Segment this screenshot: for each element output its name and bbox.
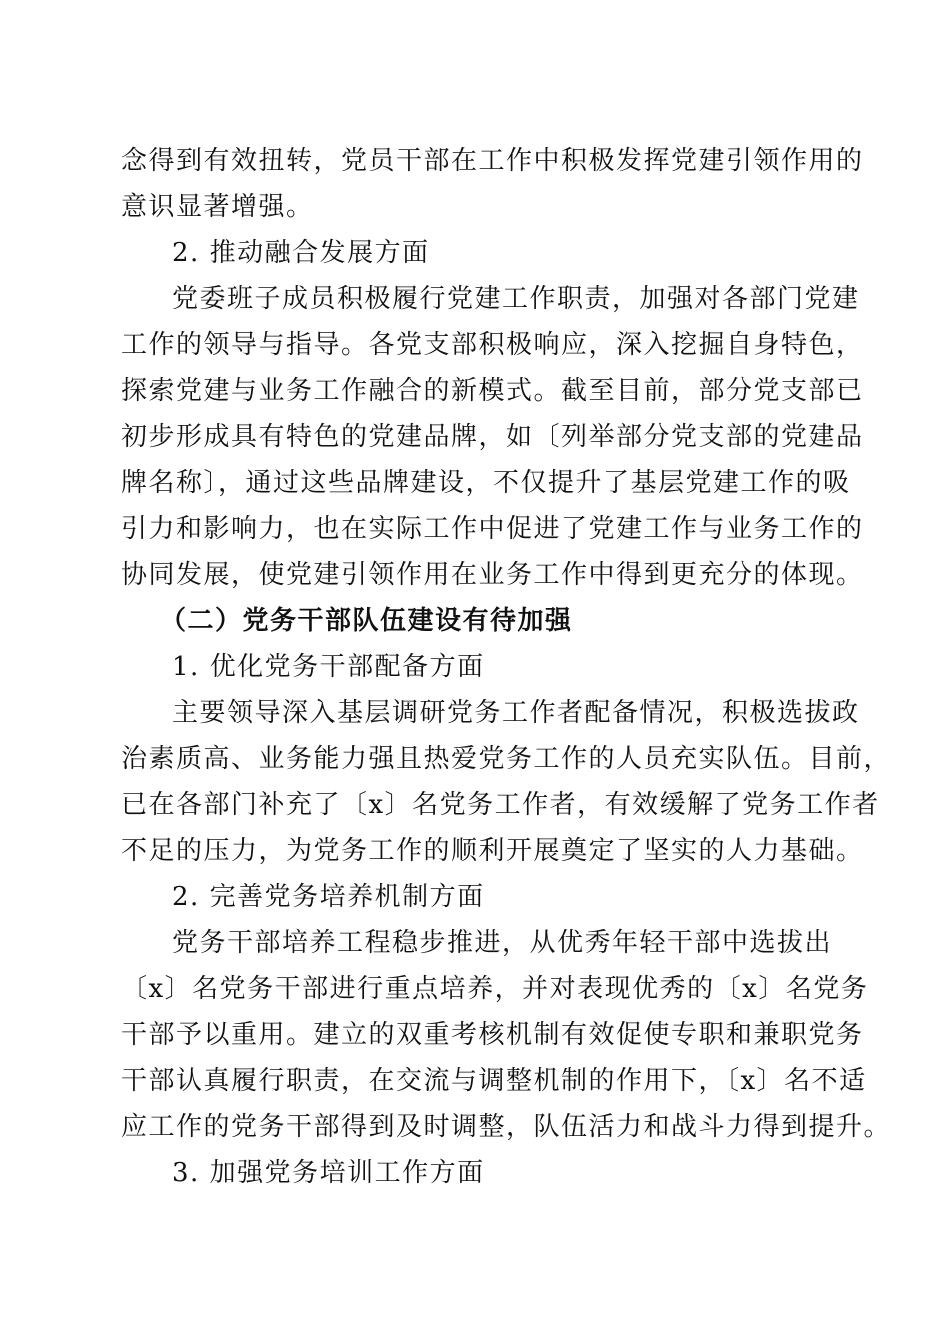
paragraph-line: 应工作的党务干部得到及时调整，队伍活力和战斗力得到提升。 <box>121 1112 892 1142</box>
paragraph-line: 协同发展，使党建引领作用在业务工作中得到更充分的体现。 <box>121 560 864 590</box>
paragraph-line: 牌名称〕，通过这些品牌建设，不仅提升了基层党建工作的吸 <box>121 468 851 498</box>
paragraph-line: 〔x〕名党务干部进行重点培养，并对表现优秀的〔x〕名党务 <box>121 974 869 1004</box>
paragraph-line: 主要领导深入基层调研党务工作者配备情况，积极选拔政 <box>172 698 860 728</box>
paragraph-line: 探索党建与业务工作融合的新模式。截至目前，部分党支部已 <box>121 376 864 406</box>
subheading-line: 1. 优化党务干部配备方面 <box>172 652 485 682</box>
paragraph-line: 干部认真履行职责，在交流与调整机制的作用下，〔x〕名不适 <box>121 1066 867 1096</box>
paragraph-line: 初步形成具有特色的党建品牌，如〔列举部分党支部的党建品 <box>121 422 864 452</box>
paragraph-line: 念得到有效扭转，党员干部在工作中积极发挥党建引领作用的 <box>121 146 864 176</box>
section-heading: （二）党务干部队伍建设有待加强 <box>160 606 573 636</box>
subheading-line: 2. 推动融合发展方面 <box>172 238 430 268</box>
paragraph-line: 工作的领导与指导。各党支部积极响应，深入挖掘自身特色， <box>121 330 864 360</box>
paragraph-line: 治素质高、业务能力强且热爱党务工作的人员充实队伍。目前， <box>121 744 892 774</box>
subheading-line: 2. 完善党务培养机制方面 <box>172 882 485 912</box>
paragraph-line: 意识显著增强。 <box>121 192 314 222</box>
paragraph-line: 党务干部培养工程稳步推进，从优秀年轻干部中选拔出 <box>172 928 833 958</box>
paragraph-line: 已在各部门补充了〔x〕名党务工作者，有效缓解了党务工作者 <box>121 790 880 820</box>
paragraph-line: 不足的压力，为党务工作的顺利开展奠定了坚实的人力基础。 <box>121 836 864 866</box>
paragraph-line: 引力和影响力，也在实际工作中促进了党建工作与业务工作的 <box>121 514 864 544</box>
paragraph-line: 党委班子成员积极履行党建工作职责，加强对各部门党建 <box>172 284 860 314</box>
subheading-line: 3. 加强党务培训工作方面 <box>172 1158 485 1188</box>
paragraph-line: 干部予以重用。建立的双重考核机制有效促使专职和兼职党务 <box>121 1020 864 1050</box>
